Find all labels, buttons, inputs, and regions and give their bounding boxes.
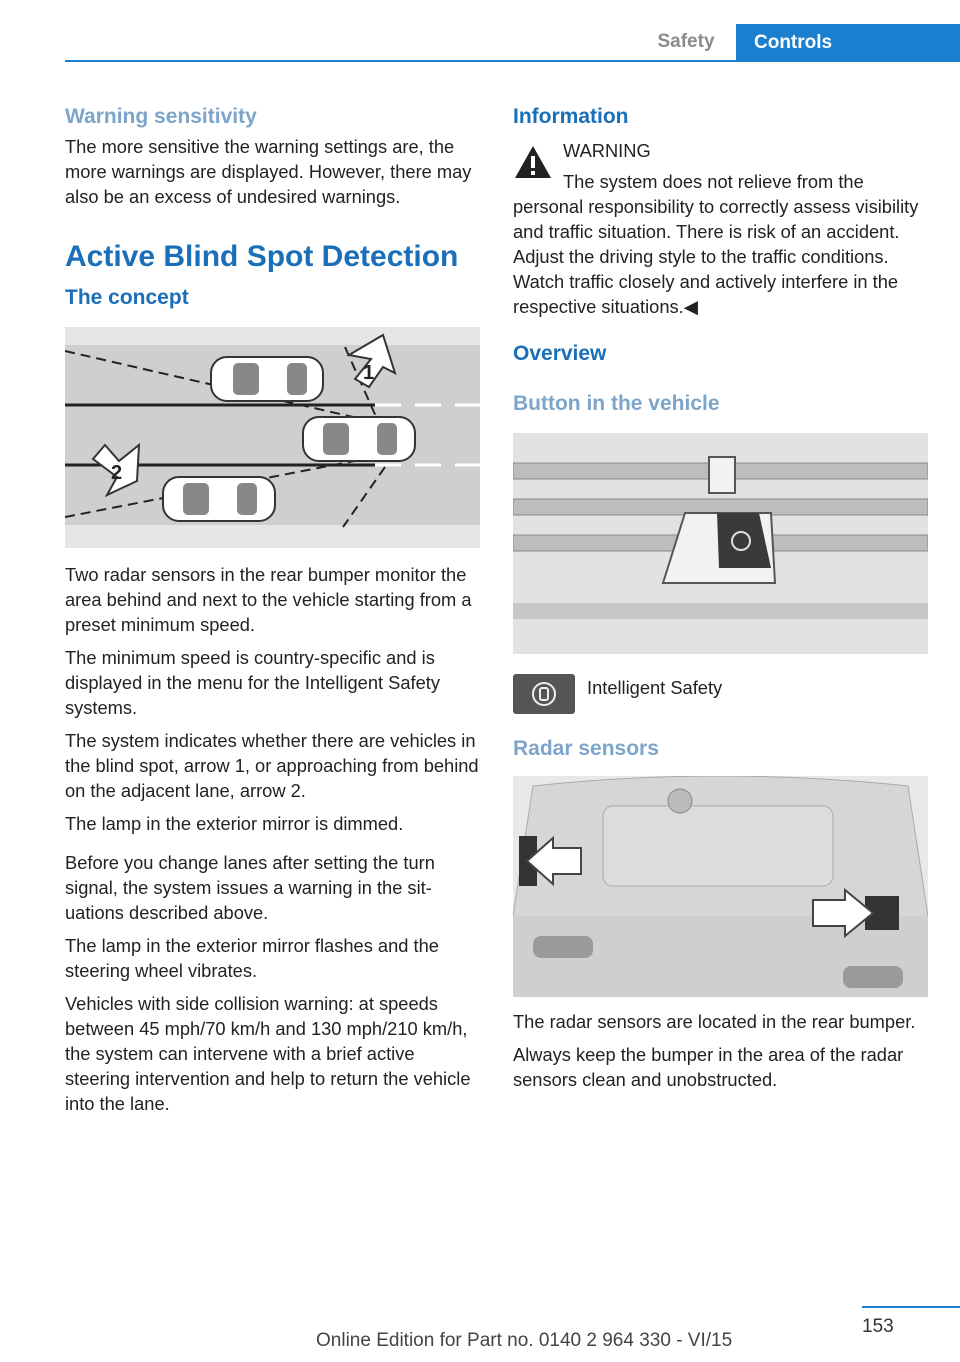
warning-block — [513, 138, 929, 319]
button-caption: Intelligent Safety — [587, 676, 723, 698]
blind-spot-diagram — [65, 327, 480, 548]
paragraph-system-indicates: The system indicates whether there are vehicles in the blind spot, arrow 1, or approaching from behind on the adjacent lane, arrow 2. — [65, 730, 479, 801]
warning-label: WARNING — [563, 140, 651, 161]
right-column — [513, 100, 929, 1100]
header-rule — [65, 60, 960, 62]
car-top — [211, 357, 323, 401]
paragraph-sensitivity: The more sensitive the warning settings are, the more warnings are displayed. However, there may also be an excess of undesired warnings. — [65, 136, 472, 207]
arrow-2-label: 2 — [111, 462, 123, 484]
warning-text: The system does not relieve from the personal responsibility to correctly assess visibility and traffic situation. There is risk of an accident. Adjust the driving style to the traffic conditions. Watch traffic closely and actively interfere in the respective situations.◀ — [513, 171, 919, 317]
heading-active-blind-spot: Active Blind Spot Detection — [65, 240, 459, 273]
paragraph-radar-monitor: Two radar sensors in the rear bumper monitor the area behind and next to the vehicle starting from a preset minimum speed. — [65, 564, 472, 635]
header-tab-controls[interactable]: Controls — [736, 24, 960, 62]
paragraph-minimum-speed: The minimum speed is country-specific and is displayed in the menu for the Intelligent Safety systems. — [65, 647, 440, 718]
heading-radar-sensors: Radar sensors — [513, 737, 659, 760]
arrow-1-label: 1 — [363, 362, 375, 384]
car-bottom — [163, 477, 275, 521]
radar-sensors-figure — [513, 776, 928, 997]
paragraph-side-collision: Vehicles with side collision warning: at speeds between 45 mph/70 km/h and 130 mph/210 km/h, the system can intervene with a brief active steering intervention and help to return the vehicle into the lane. — [65, 993, 471, 1114]
car-middle — [303, 417, 415, 461]
paragraph-radar-location: The radar sensors are located in the rear bumper. — [513, 1011, 916, 1032]
paragraph-before-change-lanes: Before you change lanes after setting the turn signal, the system issues a warning in the situations described above. — [65, 852, 435, 923]
warning-triangle-icon — [513, 144, 553, 180]
blind-spot-figure — [65, 327, 480, 548]
footer-rule — [862, 1306, 960, 1308]
heading-information: Information — [513, 105, 629, 128]
paragraph-lamp-dimmed: The lamp in the exterior mirror is dimmed. — [65, 813, 404, 834]
page-number: 153 — [862, 1316, 894, 1337]
car-rear-image — [513, 776, 928, 997]
paragraph-radar-clean: Always keep the bumper in the area of the radar sensors clean and unobstructed. — [513, 1044, 904, 1090]
heading-warning-sensitivity: Warning sensitivity — [65, 105, 257, 128]
vehicle-console-image — [513, 433, 928, 654]
footer-edition: Online Edition for Part no. 0140 2 964 330 - VI/15 — [316, 1330, 733, 1351]
button-vehicle-figure — [513, 433, 928, 654]
heading-overview: Overview — [513, 342, 607, 365]
heading-button-vehicle: Button in the vehicle — [513, 392, 720, 415]
intelligent-safety-icon[interactable] — [513, 674, 575, 714]
header-tab-safety[interactable]: Safety — [657, 31, 715, 52]
heading-concept: The concept — [65, 286, 189, 309]
left-column — [65, 100, 481, 1124]
paragraph-lamp-flashes: The lamp in the exterior mirror flashes and the steering wheel vibrates. — [65, 935, 439, 981]
